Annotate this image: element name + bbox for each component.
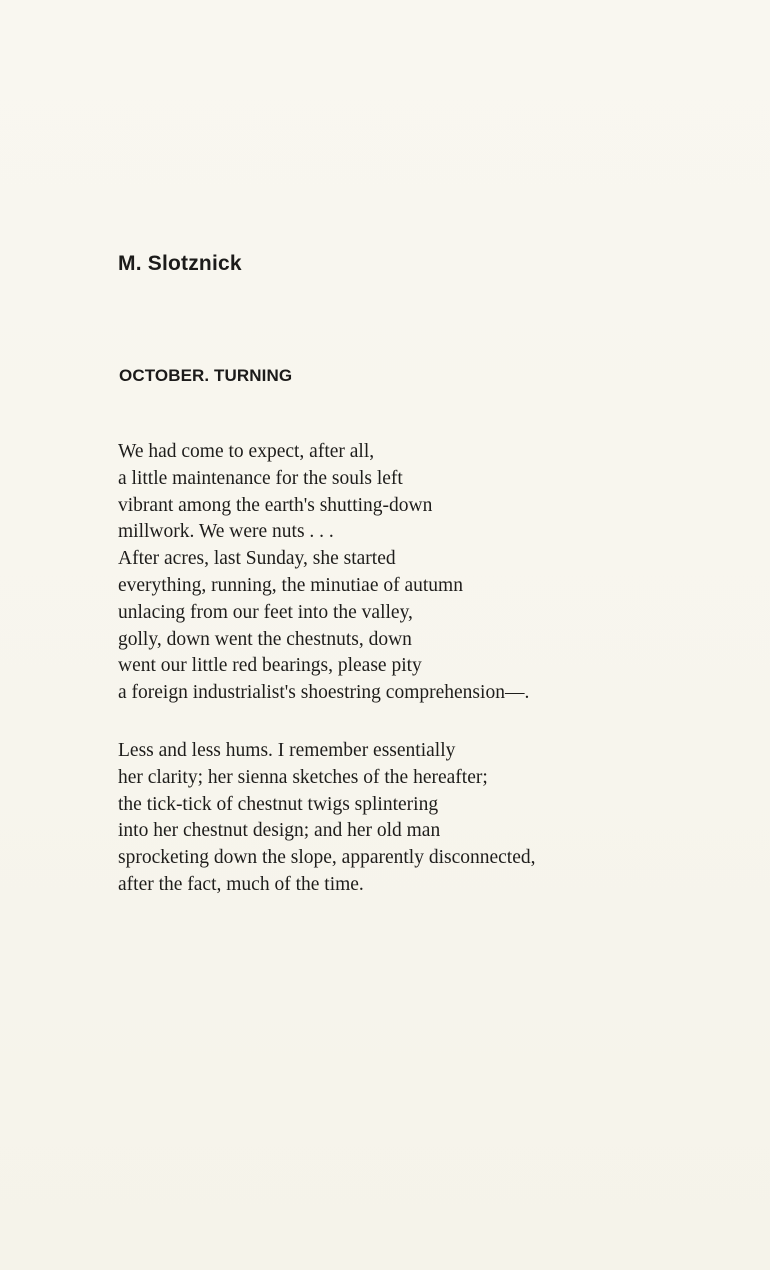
poem-line: We had come to expect, after all,: [118, 441, 375, 462]
poem-line: golly, down went the chestnuts, down: [118, 628, 412, 650]
poem-line: the tick-tick of chestnut twigs splintering: [118, 793, 439, 815]
poem-line: unlacing from our feet into the valley,: [118, 601, 413, 623]
poem-line: Less and less hums. I remember essentially: [118, 740, 456, 761]
poem-line: everything, running, the minutiae of autumn: [118, 574, 463, 596]
poem-line: vibrant among the earth's shutting-down: [118, 494, 433, 516]
poem-line: sprocketing down the slope, apparently disconnected,: [118, 847, 536, 869]
poem-line: into her chestnut design; and her old man: [118, 820, 441, 842]
poem-line: a little maintenance for the souls left: [118, 467, 403, 489]
poem-title: OCTOBER. TURNING: [119, 366, 293, 385]
poem-line: millwork. We were nuts . . .: [118, 521, 334, 543]
poem-line: after the fact, much of the time.: [118, 873, 364, 895]
poem-line: a foreign industrialist's shoestring comprehension—.: [118, 682, 530, 704]
stanza-1: [118, 439, 529, 707]
poem-line: went our little red bearings, please pity: [118, 655, 422, 677]
poem-line: After acres, last Sunday, she started: [118, 548, 396, 570]
poem-line: her clarity; her sienna sketches of the hereafter;: [118, 766, 488, 788]
stanza-2: [118, 738, 536, 899]
author-name: M. Slotznick: [118, 252, 242, 275]
